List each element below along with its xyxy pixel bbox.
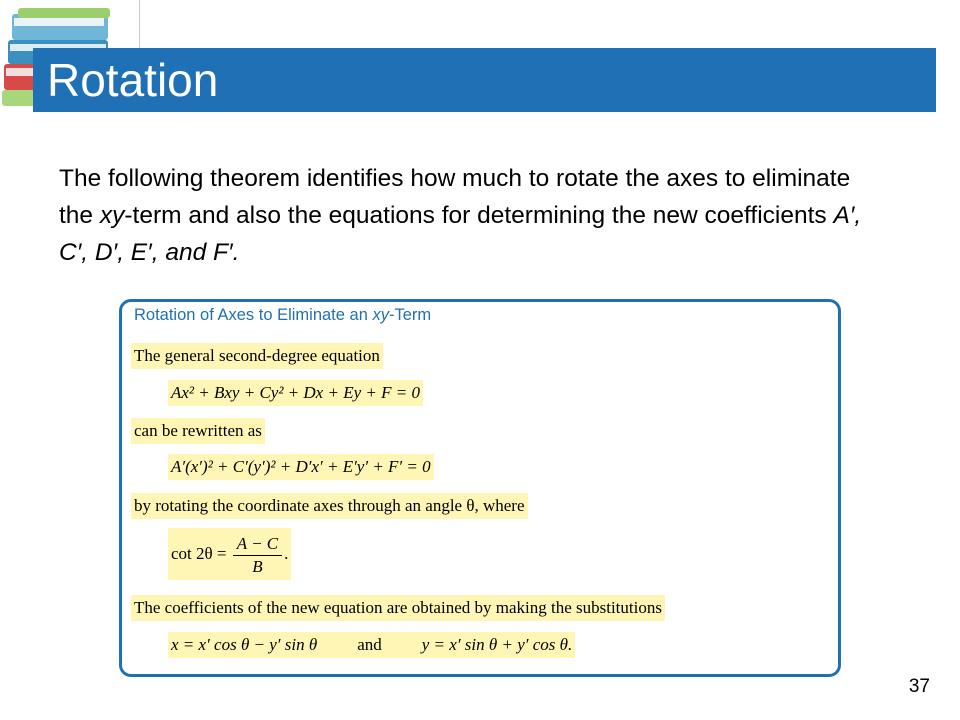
slide-title: Rotation (47, 54, 219, 106)
cot-numerator: A − C (233, 533, 282, 556)
sub-x: x = x′ cos θ − y′ sin θ (171, 635, 318, 654)
cot-fraction (233, 533, 282, 578)
theorem-line-2: can be rewritten as (131, 418, 265, 444)
theorem-title: Rotation of Axes to Eliminate an xy-Term (134, 306, 432, 324)
equation-general: Ax² + Bxy + Cy² + Dx + Ey + F = 0 (168, 380, 423, 406)
theorem-line-3: by rotating the coordinate axes through an angle θ, where (131, 493, 528, 519)
intro-paragraph (59, 160, 879, 271)
theorem-line-4: The coefficients of the new equation are obtained by making the substitutions (131, 595, 665, 621)
page-number: 37 (908, 676, 930, 697)
intro-coefficients: A′, C′, D′, E′, and F′. (59, 202, 862, 266)
sub-and: and (357, 635, 382, 654)
intro-text-1: The following theorem identifies how much to rotate the axes to eliminate the (59, 165, 851, 229)
equation-rotated: A′(x′)² + C′(y′)² + D′x′ + E′y′ + F′ = 0 (168, 454, 434, 480)
intro-text-2: -term and also the equations for determining the new coefficients (124, 202, 834, 229)
theorem-title-var: xy (372, 306, 389, 324)
cot-denominator: B (252, 556, 263, 576)
substitution-equations (168, 632, 575, 658)
cot-equation: cot 2θ = $\frac{A - C}{B}$ . (168, 528, 291, 580)
intro-xy: xy (99, 202, 125, 229)
theorem-line-1: The general second-degree equation (131, 343, 383, 369)
sub-y: y = x′ sin θ + y′ cos θ. (421, 635, 573, 654)
